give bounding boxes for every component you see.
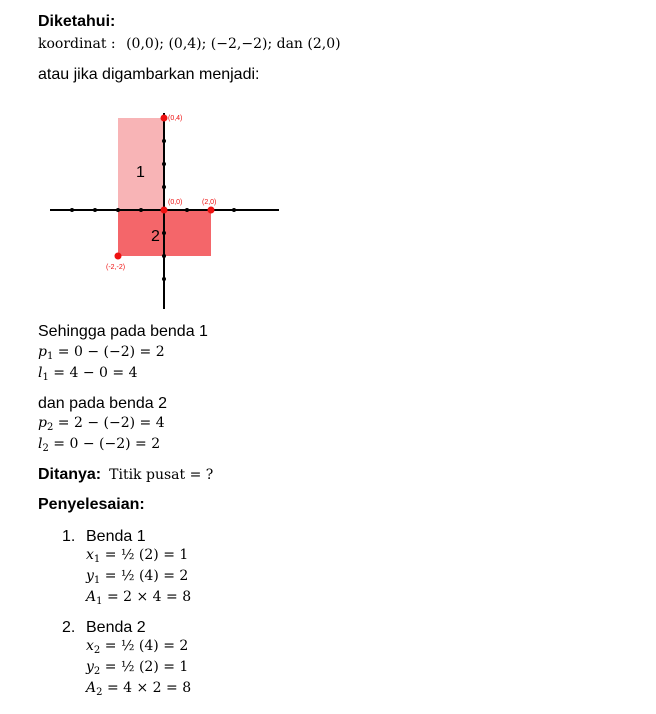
- a2-equation: [86, 680, 191, 696]
- p1-sub: 1: [46, 351, 54, 362]
- y-tick: [162, 162, 166, 166]
- y2-var: y: [86, 659, 94, 675]
- benda1-intro: Sehingga pada benda 1: [38, 323, 208, 340]
- benda2-intro: dan pada benda 2: [38, 395, 168, 412]
- intro-text: atau jika digambarkan menjadi:: [38, 66, 260, 83]
- a1-var: A: [86, 589, 97, 605]
- a1-expr: = 2 × 4 = 8: [102, 589, 192, 605]
- coordinate-figure: [40, 100, 290, 320]
- diketahui-heading: Diketahui:: [38, 13, 116, 30]
- a2-var: A: [86, 680, 97, 696]
- penyelesaian-heading: Penyelesaian:: [38, 496, 145, 513]
- x1-expr: = ½ (2) = 1: [100, 547, 189, 563]
- p2-sub: 2: [46, 422, 54, 433]
- item1-title: Benda 1: [86, 528, 146, 545]
- point-0-4: [161, 115, 168, 122]
- region-2-label: 2: [151, 228, 160, 245]
- x-tick: [70, 208, 74, 212]
- x1-sub: 1: [93, 554, 101, 565]
- item1-number: 1.: [62, 528, 76, 545]
- x-tick: [93, 208, 97, 212]
- x-tick: [232, 208, 236, 212]
- item2-title: Benda 2: [86, 619, 146, 636]
- x-tick: [116, 208, 120, 212]
- y-tick: [162, 254, 166, 258]
- point-2-0: [208, 207, 215, 214]
- l1-equation: [38, 365, 137, 381]
- y2-expr: = ½ (2) = 1: [100, 659, 189, 675]
- koordinat-line: [38, 36, 341, 52]
- l2-expr: = 0 − (−2) = 2: [48, 436, 161, 452]
- l1-expr: = 4 − 0 = 4: [48, 365, 138, 381]
- coordinate-plot: [40, 100, 290, 315]
- p1-equation: [38, 344, 165, 360]
- l2-var: l: [38, 436, 43, 452]
- y1-var: y: [86, 568, 94, 584]
- a2-sub: 2: [96, 687, 103, 698]
- y-tick: [162, 231, 166, 235]
- y1-sub: 1: [93, 575, 101, 586]
- label-neg2-neg2: (-2,-2): [106, 264, 126, 271]
- x2-sub: 2: [93, 645, 101, 656]
- a1-sub: 1: [96, 596, 103, 607]
- x2-expr: = ½ (4) = 2: [100, 638, 189, 654]
- l2-sub: 2: [42, 443, 49, 454]
- y2-sub: 2: [93, 666, 101, 677]
- label-2-0: (2,0): [202, 199, 217, 206]
- x-tick: [185, 208, 189, 212]
- p2-equation: [38, 415, 165, 431]
- item2-number: 2.: [62, 619, 76, 636]
- koordinat-label: koordinat :: [38, 36, 116, 52]
- l2-equation: [38, 436, 160, 452]
- y-tick: [162, 185, 166, 189]
- p2-var: p: [38, 415, 47, 431]
- y-tick: [162, 139, 166, 143]
- x-tick: [139, 208, 143, 212]
- y1-expr: = ½ (4) = 2: [100, 568, 189, 584]
- l1-var: l: [38, 365, 43, 381]
- a2-expr: = 4 × 2 = 8: [102, 680, 192, 696]
- koordinat-values: (0,0); (0,4); (−2,−2); dan (2,0): [126, 36, 341, 52]
- x2-var: x: [86, 638, 94, 654]
- point-neg2-neg2: [115, 253, 122, 260]
- a1-equation: [86, 589, 191, 605]
- y-tick: [162, 277, 166, 281]
- y2-equation: [86, 659, 188, 675]
- ditanya-text: Titik pusat = ?: [109, 467, 214, 483]
- ditanya-heading: Ditanya:: [38, 466, 102, 483]
- p2-expr: = 2 − (−2) = 4: [53, 415, 165, 431]
- x1-equation: [86, 547, 188, 563]
- y1-equation: [86, 568, 188, 584]
- ditanya-line: [38, 466, 213, 484]
- label-0-4: (0,4): [168, 115, 183, 122]
- p1-var: p: [38, 344, 47, 360]
- l1-sub: 1: [42, 372, 49, 383]
- x2-equation: [86, 638, 188, 654]
- region-1-label: 1: [136, 164, 145, 181]
- p1-expr: = 0 − (−2) = 2: [53, 344, 165, 360]
- x1-var: x: [86, 547, 94, 563]
- point-0-0: [161, 207, 168, 214]
- label-0-0: (0,0): [168, 199, 183, 206]
